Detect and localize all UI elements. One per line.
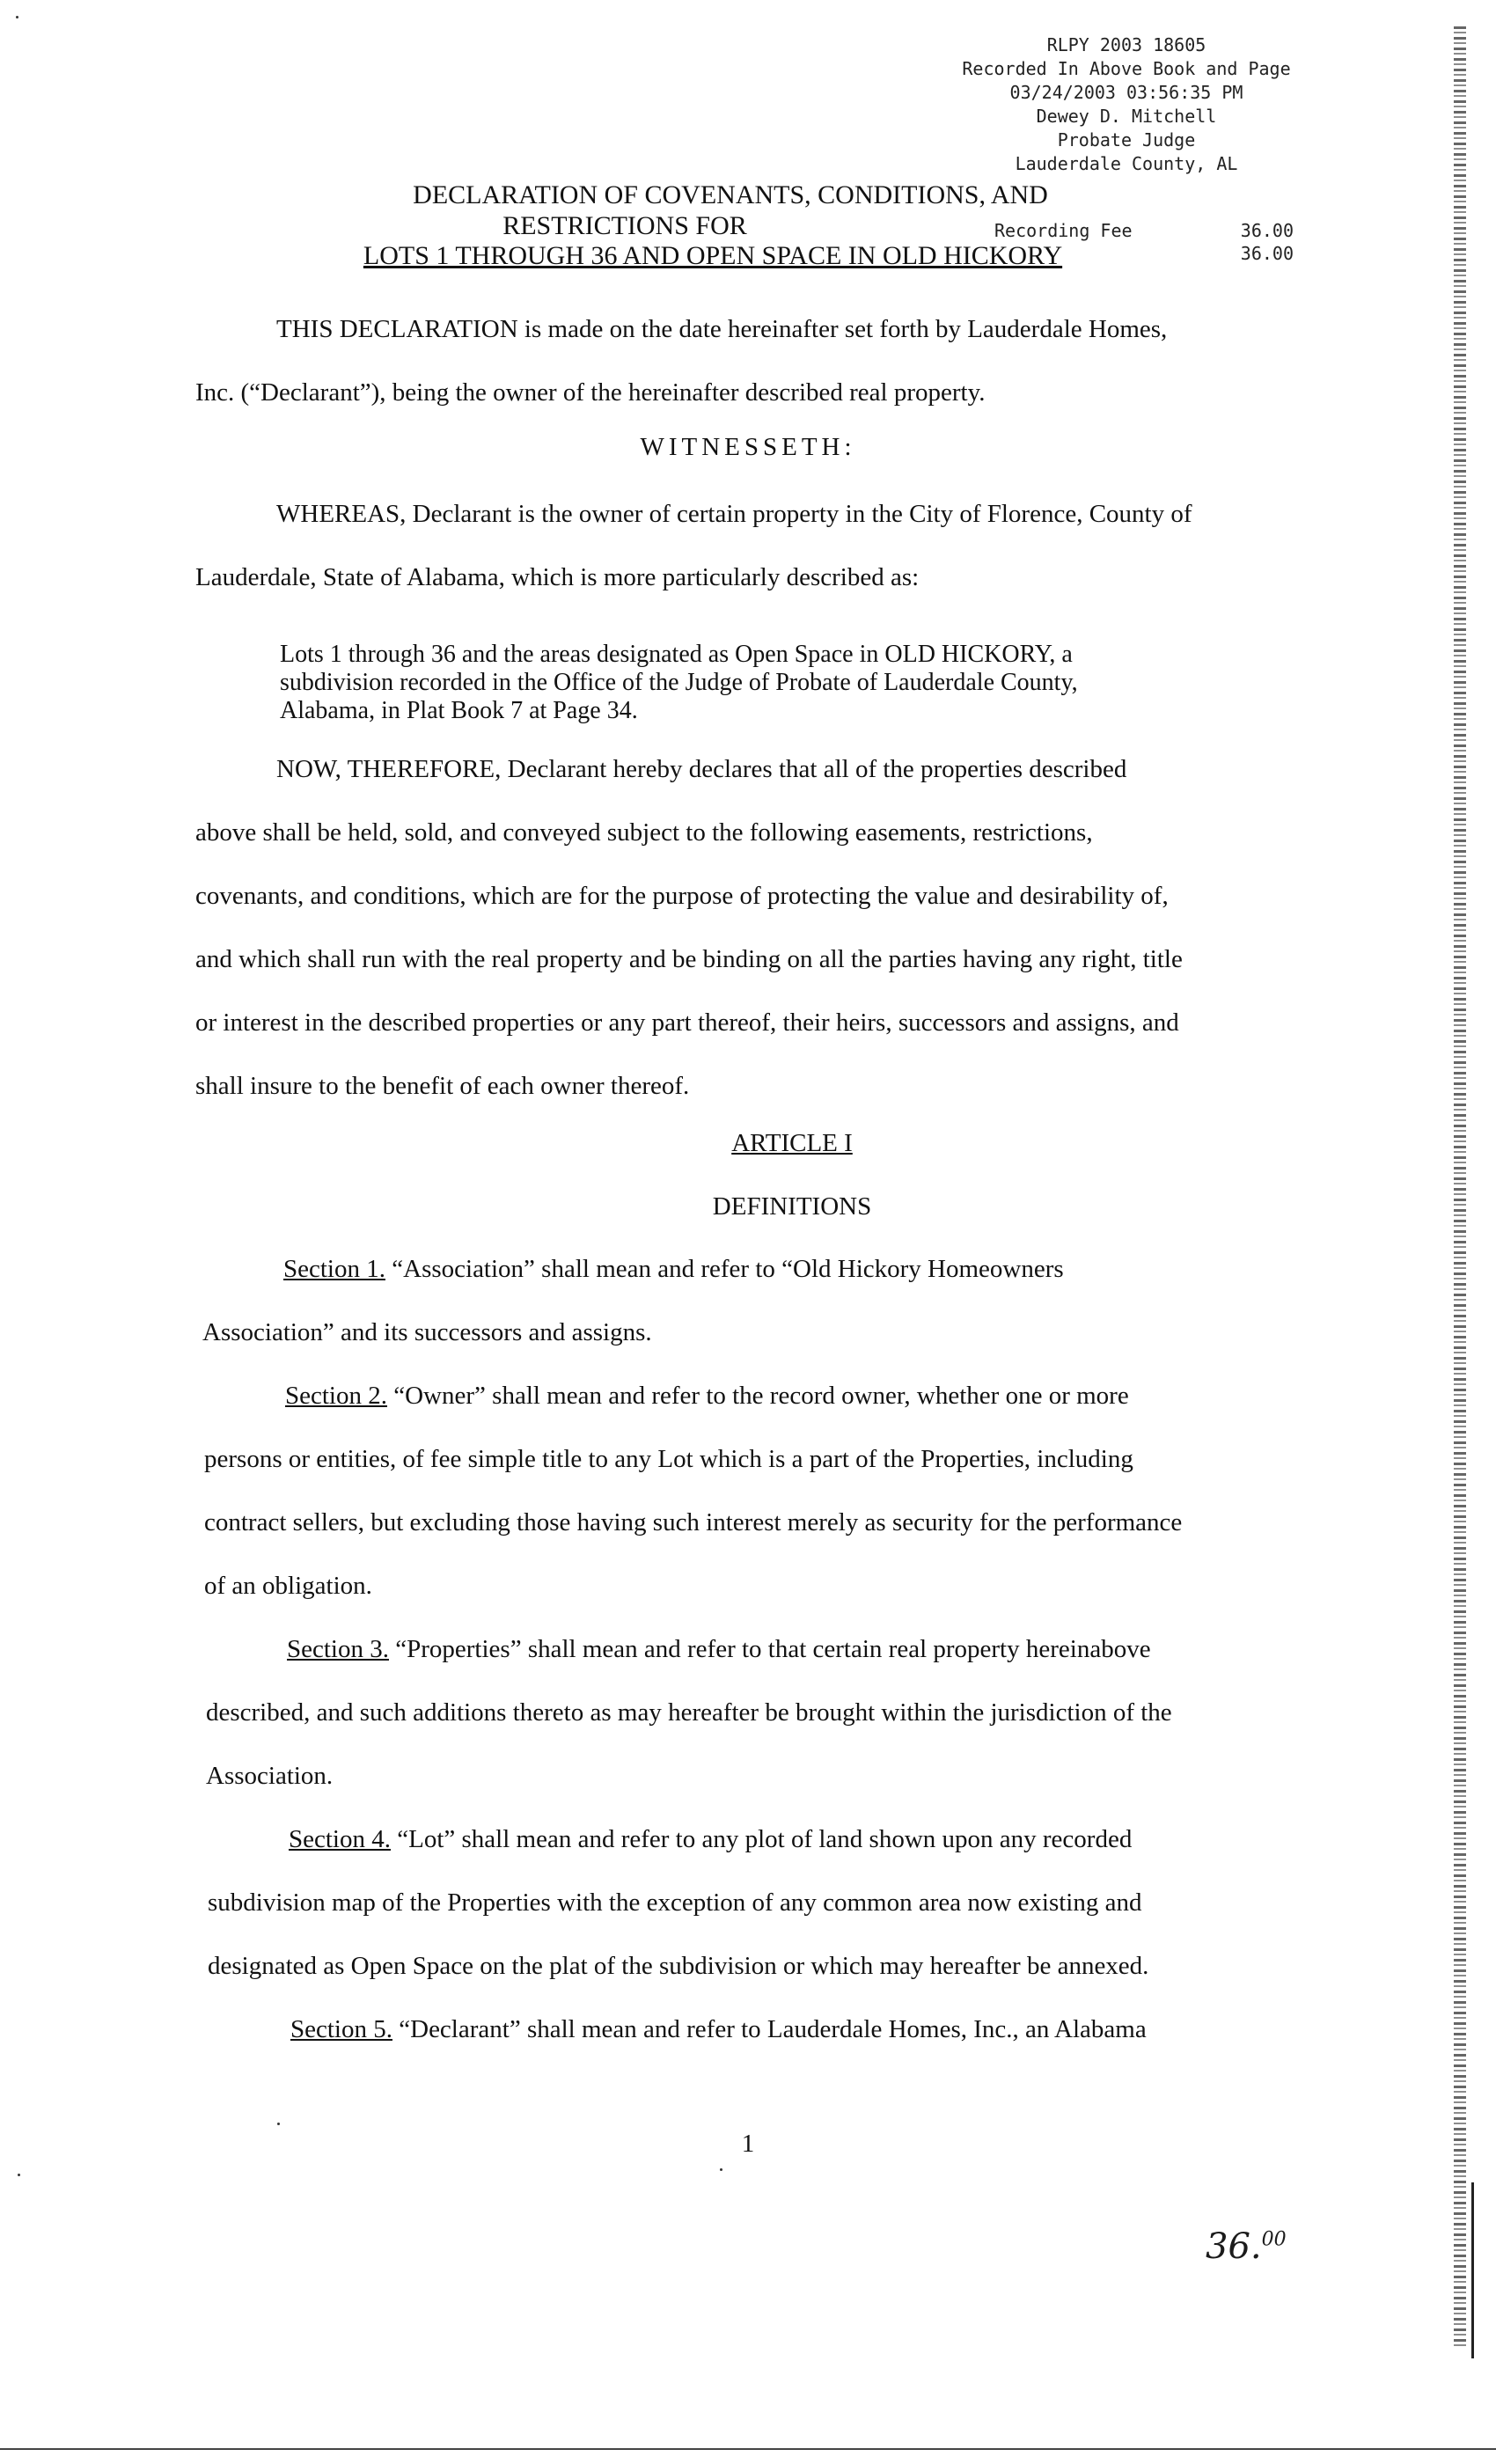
intro-line-2: Inc. (“Declarant”), being the owner of the hereinafter described real property.: [195, 378, 986, 407]
scan-speck: [277, 2123, 280, 2125]
therefore-line-3: covenants, and conditions, which are for the purpose of protecting the value and desirability of,: [195, 882, 1169, 910]
section-1-line-2: Association” and its successors and assigns.: [202, 1318, 652, 1346]
document-title-underlined: LOTS 1 THROUGH 36 AND OPEN SPACE IN OLD HICKORY: [363, 241, 1063, 270]
document-title-line-3: [264, 241, 1162, 271]
scan-edge-bottom: [0, 2448, 1496, 2450]
section-2-label: Section 2.: [285, 1382, 387, 1410]
handwritten-fee-dollars: 36.: [1206, 2226, 1262, 2267]
section-3: [206, 1617, 1306, 1808]
legal-description: [280, 641, 1230, 725]
section-2-line-3: contract sellers, but excluding those having such interest merely as security for the performance: [204, 1508, 1183, 1536]
section-1-line-1: [202, 1237, 1302, 1301]
section-4-line-2: subdivision map of the Properties with the exception of any common area now existing and: [208, 1888, 1142, 1917]
whereas-paragraph: [195, 482, 1295, 609]
section-4-text-1: “Lot” shall mean and refer to any plot of land shown upon any recorded: [391, 1825, 1133, 1853]
scan-speck: [720, 2168, 722, 2171]
section-5-line-1: [209, 1998, 1309, 2061]
section-5-text-1: “Declarant” shall mean and refer to Lauderdale Homes, Inc., an Alabama: [392, 2015, 1147, 2043]
recording-fee-total: 36.00: [1240, 243, 1294, 264]
recording-stamp: [950, 33, 1302, 176]
scan-edge-mark: [1471, 2182, 1474, 2358]
scan-speck: [16, 16, 18, 18]
stamp-judge-name: Dewey D. Mitchell: [1036, 106, 1217, 127]
whereas-line-1: [195, 482, 1295, 546]
legal-line-3: Alabama, in Plat Book 7 at Page 34.: [280, 697, 638, 724]
section-2-line-1: [204, 1364, 1304, 1427]
recording-fee-label: Recording Fee: [994, 220, 1133, 241]
scan-speck: [18, 2174, 20, 2176]
whereas-line-2: Lauderdale, State of Alabama, which is more particularly described as:: [195, 563, 920, 591]
therefore-line-2: above shall be held, sold, and conveyed subject to the following easements, restrictions,: [195, 818, 1093, 847]
handwritten-fee-cents: 00: [1261, 2228, 1287, 2251]
therefore-line-6: shall insure to the benefit of each owner thereof.: [195, 1072, 690, 1100]
whereas-text-1: WHEREAS, Declarant is the owner of certain property in the City of Florence, County of: [276, 500, 1192, 528]
section-3-line-2: described, and such additions thereto as may hereafter be brought within the jurisdiction of the: [206, 1698, 1172, 1727]
handwritten-fee-note: [1206, 2226, 1287, 2267]
stamp-recorded-note: Recorded In Above Book and Page: [962, 58, 1291, 79]
therefore-line-5: or interest in the described properties or any part thereof, their heirs, successors and assigns, and: [195, 1008, 1179, 1037]
section-1-text-1: “Association” shall mean and refer to “Old Hickory Homeowners: [385, 1255, 1064, 1283]
article-heading: ARTICLE I: [731, 1129, 853, 1157]
intro-paragraph: [195, 297, 1295, 424]
stamp-book-page: RLPY 2003 18605: [1046, 34, 1206, 55]
section-2-line-2: persons or entities, of fee simple title to any Lot which is a part of the Properties, including: [204, 1445, 1133, 1473]
legal-line-2: subdivision recorded in the Office of the Judge of Probate of Lauderdale County,: [280, 669, 1078, 696]
document-title-line-2: RESTRICTIONS FOR: [502, 211, 747, 240]
section-4-line-1: [208, 1808, 1308, 1871]
witnesseth-heading: WITNESSETH:: [640, 433, 856, 461]
section-3-text-1: “Properties” shall mean and refer to that certain real property hereinabove: [389, 1635, 1151, 1663]
section-4-label: Section 4.: [289, 1825, 391, 1853]
legal-line-1: Lots 1 through 36 and the areas designated as Open Space in OLD HICKORY, a: [280, 641, 1073, 668]
page-number: 1: [741, 2130, 755, 2158]
stamp-timestamp: 03/24/2003 03:56:35 PM: [1009, 82, 1243, 103]
therefore-paragraph: [195, 737, 1295, 1118]
section-5: [209, 1998, 1309, 2061]
therefore-line-4: and which shall run with the real property and be binding on all the parties having any right, title: [195, 945, 1183, 973]
document-title-line-1: DECLARATION OF COVENANTS, CONDITIONS, AND: [413, 180, 1048, 209]
section-3-line-1: [206, 1617, 1306, 1681]
section-3-line-3: Association.: [206, 1762, 334, 1790]
therefore-text-1: NOW, THEREFORE, Declarant hereby declares that all of the properties described: [276, 755, 1127, 783]
intro-text-1: THIS DECLARATION is made on the date hereinafter set forth by Lauderdale Homes,: [276, 315, 1168, 343]
section-2-line-4: of an obligation.: [204, 1572, 372, 1600]
section-5-label: Section 5.: [290, 2015, 392, 2043]
section-2: [204, 1364, 1304, 1617]
scan-edge-right: [1454, 26, 1466, 2350]
section-3-label: Section 3.: [287, 1635, 389, 1663]
section-2-text-1: “Owner” shall mean and refer to the record owner, whether one or more: [387, 1382, 1129, 1410]
section-1: [202, 1237, 1302, 1364]
therefore-line-1: [195, 737, 1295, 801]
section-4: [208, 1808, 1308, 1998]
stamp-judge-title: Probate Judge: [1057, 129, 1196, 150]
section-4-line-3: designated as Open Space on the plat of the subdivision or which may hereafter be annexed.: [208, 1952, 1149, 1980]
recording-fee-amount: 36.00: [1240, 220, 1294, 241]
definitions-heading: DEFINITIONS: [712, 1192, 872, 1221]
stamp-county: Lauderdale County, AL: [1015, 153, 1238, 174]
intro-line-1: [195, 297, 1295, 361]
section-1-label: Section 1.: [283, 1255, 385, 1283]
